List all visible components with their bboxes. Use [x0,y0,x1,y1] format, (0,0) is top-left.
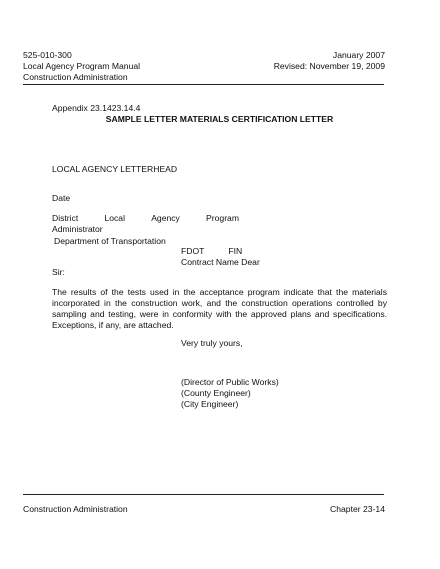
header-revised-date: Revised: November 19, 2009 [273,61,385,71]
letter-body: The results of the tests used in the acceptance program indicate that the materials incorporated in the construction work, and the construction operations controlled by sampling and testing, were in conformity with the approved plans and specifications. Exceptions, if any, are attached. [52,287,387,330]
contract-name-line: Contract Name Dear [181,257,260,267]
letterhead-placeholder: LOCAL AGENCY LETTERHEAD [52,164,178,174]
closing: Very truly yours, [181,338,243,348]
footer-divider [23,494,384,495]
signature-line-1: (Director of Public Works) [181,377,279,387]
signature-line-2: (County Engineer) [181,388,251,398]
address-word: Program [206,213,239,223]
document-title: SAMPLE LETTER MATERIALS CERTIFICATION LETTER [105,114,334,124]
address-line-2: Administrator [52,224,103,234]
date-placeholder: Date [52,193,71,203]
fdot-fin-line [181,246,242,257]
header-section-name: Construction Administration [23,72,128,82]
fin-label: FIN [228,246,243,256]
header-divider [23,84,384,85]
salutation: Sir: [52,267,65,277]
address-line-1 [52,213,239,224]
address-word: Agency [151,213,180,223]
header-right [274,50,385,72]
appendix-label: Appendix 23.1423.14.4 [52,103,141,113]
footer-section-name: Construction Administration [23,504,128,514]
address-line-3: Department of Transportation [54,236,166,246]
header-left [23,50,140,83]
fdot-label: FDOT [181,246,205,256]
header-date: January 2007 [332,50,385,60]
header-doc-number: 525-010-300 [23,50,72,60]
signature-line-3: (City Engineer) [181,399,239,409]
address-word: District [52,213,79,223]
footer-chapter: Chapter 23-14 [330,504,385,514]
address-word: Local [104,213,125,223]
header-manual-name: Local Agency Program Manual [23,61,141,71]
